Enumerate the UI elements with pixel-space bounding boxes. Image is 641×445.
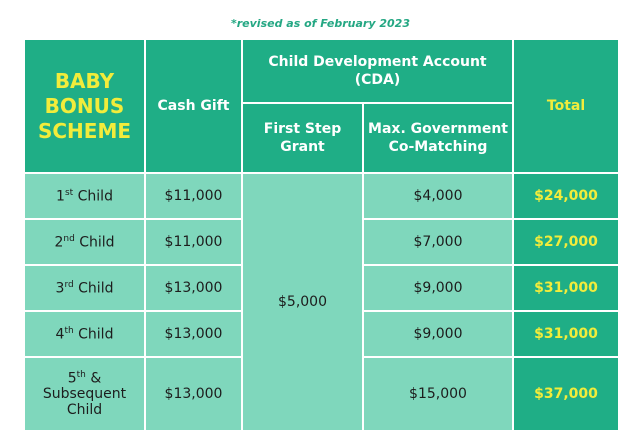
total-header: Total xyxy=(513,39,619,173)
cash-gift-value: $13,000 xyxy=(145,265,242,311)
title-line-1: BABY xyxy=(54,68,115,93)
total-value: $31,000 xyxy=(513,311,619,357)
co-matching-value: $7,000 xyxy=(363,219,513,265)
title-line-3: SCHEME xyxy=(37,118,132,143)
cash-gift-value: $13,000 xyxy=(145,357,242,431)
child-label: 5th & Subsequent Child xyxy=(24,357,145,431)
first-step-value: $5,000 xyxy=(242,173,363,431)
cash-gift-value: $11,000 xyxy=(145,173,242,219)
co-matching-value: $9,000 xyxy=(363,265,513,311)
total-value: $24,000 xyxy=(513,173,619,219)
first-step-header: First Step Grant xyxy=(242,103,363,173)
co-matching-value: $9,000 xyxy=(363,311,513,357)
cash-gift-header: Cash Gift xyxy=(145,39,242,173)
table-row xyxy=(24,173,619,219)
revision-note: *revised as of February 2023 xyxy=(231,17,410,30)
cash-gift-value: $11,000 xyxy=(145,219,242,265)
child-label: 1st Child xyxy=(24,173,145,219)
child-label: 4th Child xyxy=(24,311,145,357)
child-label: 2nd Child xyxy=(24,219,145,265)
table-title xyxy=(24,39,145,173)
cda-header: Child Development Account (CDA) xyxy=(242,39,513,103)
child-label: 3rd Child xyxy=(24,265,145,311)
co-matching-value: $15,000 xyxy=(363,357,513,431)
title-line-2: BONUS xyxy=(44,93,125,118)
total-value: $31,000 xyxy=(513,265,619,311)
total-value: $37,000 xyxy=(513,357,619,431)
co-matching-value: $4,000 xyxy=(363,173,513,219)
cash-gift-value: $13,000 xyxy=(145,311,242,357)
co-matching-header: Max. Government Co-Matching xyxy=(363,103,513,173)
total-value: $27,000 xyxy=(513,219,619,265)
baby-bonus-table xyxy=(23,38,620,432)
